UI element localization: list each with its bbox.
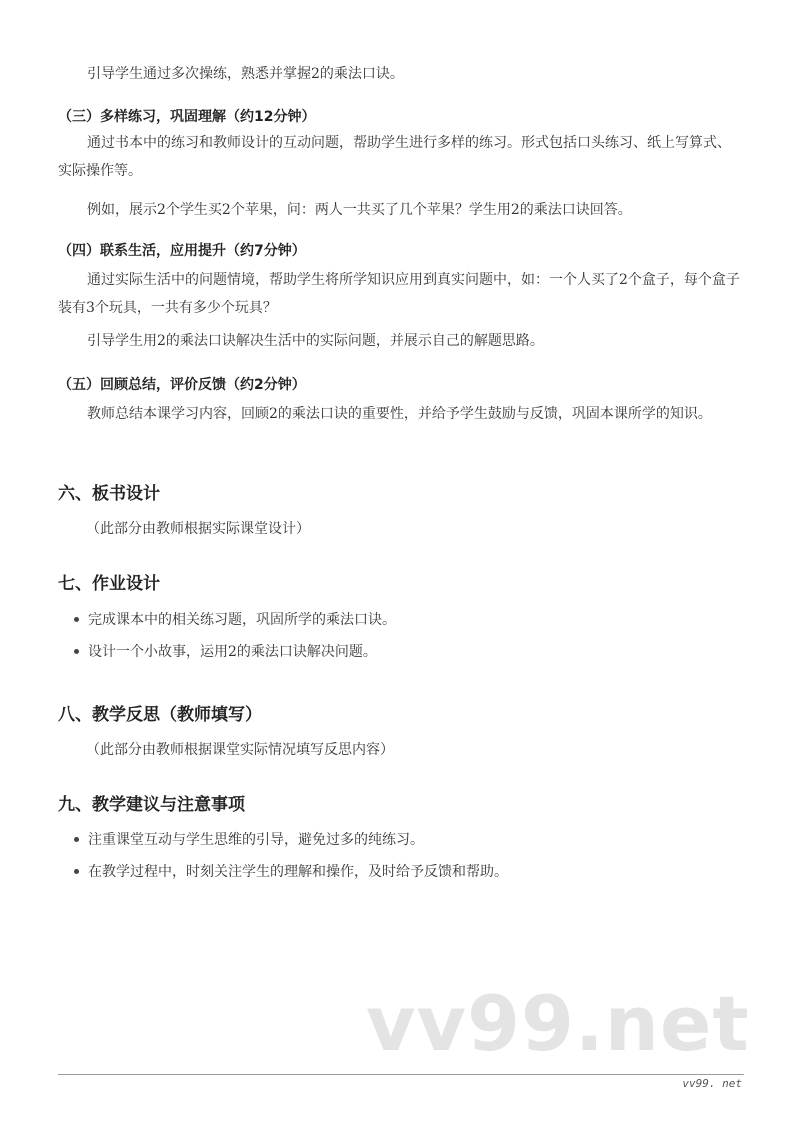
section6-note: （此部分由教师根据实际课堂设计）	[86, 521, 310, 537]
bullet-icon	[74, 837, 79, 842]
step3-paragraph-1: 通过书本中的练习和教师设计的互动问题，帮助学生进行多样的练习。形式包括口头练习、纸上写算式、实际操作等。	[58, 135, 731, 179]
section8-note: （此部分由教师根据课堂实际情况填写反思内容）	[86, 742, 394, 758]
bullet-icon	[74, 649, 79, 654]
section6-heading: 六、板书设计	[58, 484, 160, 504]
advice-item-1	[74, 829, 424, 849]
section8-heading: 八、教学反思（教师填写）	[58, 705, 262, 725]
step5-heading: （五）回顾总结，评价反馈（约2分钟）	[58, 377, 306, 393]
advice-item-2-text: 在教学过程中，时刻关注学生的理解和操作，及时给予反馈和帮助。	[88, 864, 508, 880]
step4-paragraph-2: 引导学生用2的乘法口诀解决生活中的实际问题，并展示自己的解题思路。	[87, 333, 544, 349]
step3-paragraph-2: 例如，展示2个学生买2个苹果，问：两人一共买了几个苹果？学生用2的乘法口诀回答。	[87, 202, 632, 218]
section9-heading: 九、教学建议与注意事项	[58, 795, 245, 815]
footer-divider	[58, 1074, 744, 1075]
homework-item-1-text: 完成课本中的相关练习题，巩固所学的乘法口诀。	[88, 612, 396, 628]
homework-item-1	[74, 609, 396, 629]
advice-item-1-text: 注重课堂互动与学生思维的引导，避免过多的纯练习。	[88, 832, 424, 848]
paragraph-intro: 引导学生通过多次操练，熟悉并掌握2的乘法口诀。	[87, 66, 404, 82]
section7-heading: 七、作业设计	[58, 574, 160, 594]
step5-paragraph-1: 教师总结本课学习内容，回顾2的乘法口诀的重要性，并给予学生鼓励与反馈，巩固本课所学的知识。	[87, 406, 712, 422]
watermark: vv99.net	[366, 979, 750, 1068]
step4-paragraph-1: 通过实际生活中的问题情境，帮助学生将所学知识应用到真实问题中，如：一个人买了2个盒子，每个盒子装有3个玩具，一共有多少个玩具？	[58, 272, 740, 316]
bullet-icon	[74, 869, 79, 874]
homework-item-2	[74, 641, 377, 661]
step3-heading: （三）多样练习，巩固理解（约12分钟）	[58, 109, 316, 125]
bullet-icon	[74, 617, 79, 622]
homework-item-2-text: 设计一个小故事，运用2的乘法口诀解决问题。	[88, 644, 377, 660]
step4-heading: （四）联系生活，应用提升（约7分钟）	[58, 243, 306, 259]
footer-site-label: vv99. net	[682, 1077, 742, 1090]
advice-item-2	[74, 861, 508, 881]
